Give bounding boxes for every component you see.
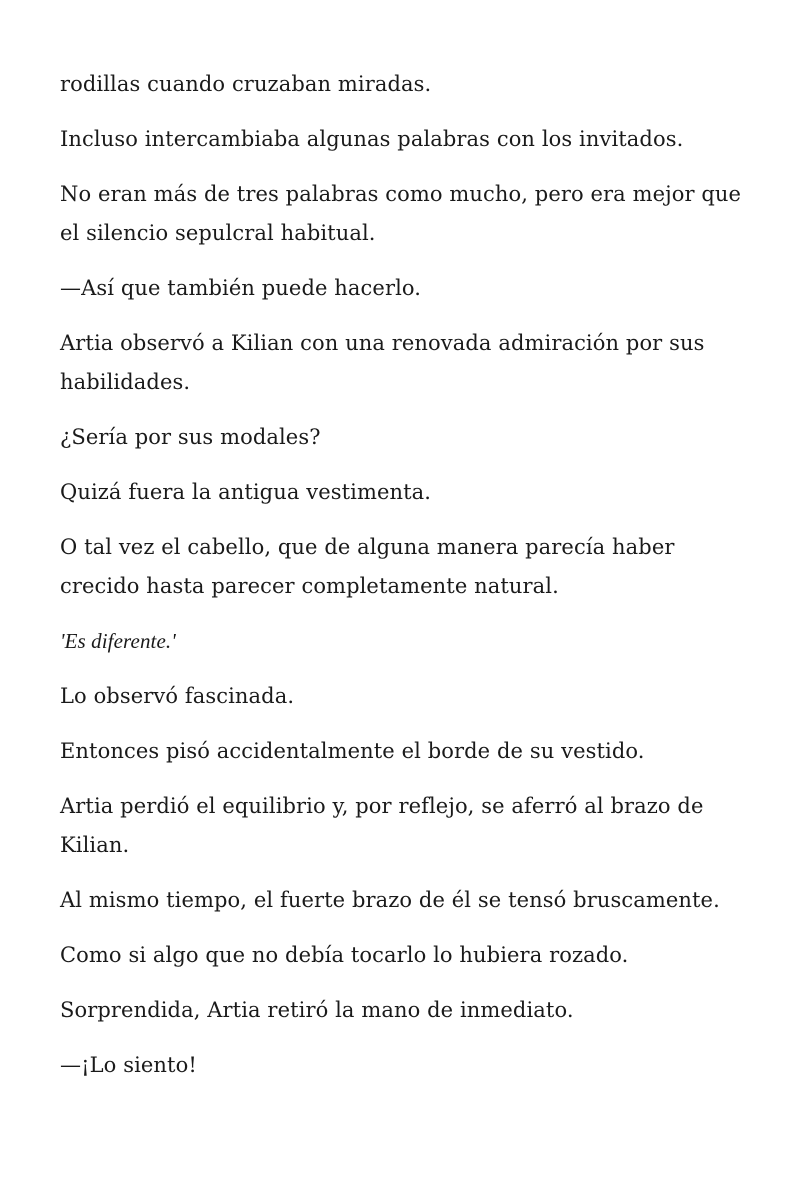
paragraph: rodillas cuando cruzaban miradas. — [60, 72, 432, 96]
italic-thought: 'Es diferente.' — [60, 629, 176, 653]
paragraph: Artia observó a Kilian con una renovada admiración por sus habilidades. — [60, 331, 705, 394]
paragraph: Quizá fuera la antigua vestimenta. — [60, 480, 432, 504]
document-page — [60, 65, 750, 1101]
paragraph: Incluso intercambiaba algunas palabras con los invitados. — [60, 127, 684, 151]
paragraph: ¿Sería por sus modales? — [60, 425, 321, 449]
paragraph: No eran más de tres palabras como mucho, pero era mejor que el silencio sepulcral habitual. — [60, 182, 742, 245]
paragraph: —Así que también puede hacerlo. — [60, 276, 422, 300]
paragraph: —¡Lo siento! — [60, 1053, 197, 1077]
paragraph: Sorprendida, Artia retiró la mano de inmediato. — [60, 998, 574, 1022]
paragraph: Como si algo que no debía tocarlo lo hubiera rozado. — [60, 943, 629, 967]
paragraph: Lo observó fascinada. — [60, 684, 295, 708]
paragraph: O tal vez el cabello, que de alguna manera parecía haber crecido hasta parecer completamente natural. — [60, 535, 675, 598]
paragraph: Artia perdió el equilibrio y, por reflejo, se aferró al brazo de Kilian. — [60, 794, 704, 857]
paragraph: Entonces pisó accidentalmente el borde de su vestido. — [60, 739, 645, 763]
paragraph: Al mismo tiempo, el fuerte brazo de él se tensó bruscamente. — [60, 888, 720, 912]
